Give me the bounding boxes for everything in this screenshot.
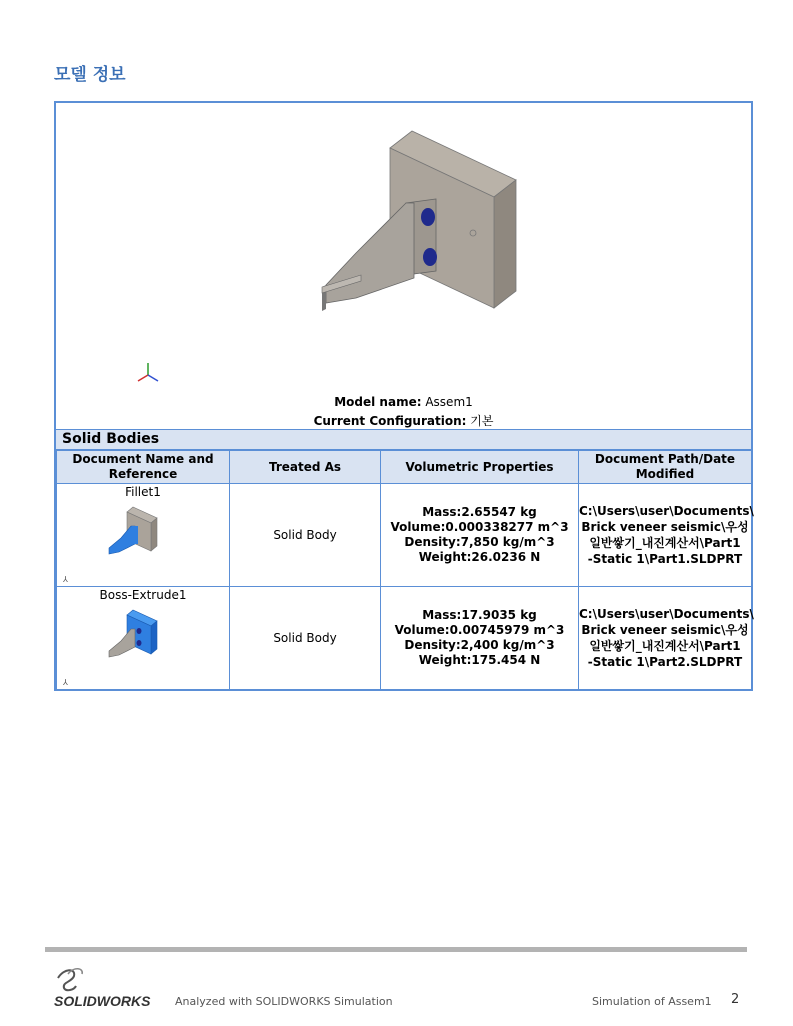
path-line: -Static 1\Part2.SLDPRT xyxy=(587,655,743,669)
model-name-line xyxy=(56,395,751,409)
assembly-render-image xyxy=(56,103,751,393)
axis-triad-icon xyxy=(136,361,162,383)
mass-value: Mass:2.65547 kg xyxy=(422,505,537,519)
treated-cell: Solid Body xyxy=(230,484,381,587)
treated-cell: Solid Body xyxy=(230,587,381,690)
ds-logo-icon xyxy=(54,964,164,1012)
volumetric-cell xyxy=(381,587,579,690)
path-cell xyxy=(579,587,752,690)
path-line: 일반쌓기_내진계산서\Part1 xyxy=(589,639,741,653)
model-preview xyxy=(56,103,751,429)
path-cell xyxy=(579,484,752,587)
path-line: Brick veneer seismic\우성 xyxy=(581,623,749,637)
brand-text: SOLIDWORKS xyxy=(54,993,151,1009)
path-line: -Static 1\Part1.SLDPRT xyxy=(587,552,743,566)
doc-name: Fillet1 xyxy=(125,485,161,499)
path-line: C:\Users\user\Documents\ xyxy=(579,607,754,621)
density-value: Density:7,850 kg/m^3 xyxy=(404,535,555,549)
part-thumbnail-image xyxy=(105,504,185,564)
mass-value: Mass:17.9035 kg xyxy=(422,608,537,622)
footer-divider xyxy=(45,947,747,952)
model-config-label: Current Configuration: xyxy=(313,414,467,428)
model-name-value: Assem1 xyxy=(425,395,473,409)
solid-bodies-header xyxy=(56,429,751,450)
table-row xyxy=(57,587,752,690)
col-header-path: Document Path/Date Modified xyxy=(579,451,752,484)
volume-value: Volume:0.00745979 m^3 xyxy=(394,623,565,637)
col-header-treated: Treated As xyxy=(230,451,381,484)
model-name-label: Model name: xyxy=(334,395,422,409)
weight-value: Weight:175.454 N xyxy=(418,653,541,667)
path-line: C:\Users\user\Documents\ xyxy=(579,504,754,518)
model-config-value: 기본 xyxy=(470,414,494,428)
mini-axis-icon: ⅄ xyxy=(63,678,68,687)
page-title: 모델 정보 xyxy=(54,65,126,85)
doc-cell xyxy=(57,587,230,690)
table-header-row xyxy=(57,451,752,484)
mini-axis-icon: ⅄ xyxy=(63,575,68,584)
col-header-doc: Document Name and Reference xyxy=(57,451,230,484)
volumetric-cell xyxy=(381,484,579,587)
part-thumbnail-image xyxy=(105,607,185,667)
path-line: Brick veneer seismic\우성 xyxy=(581,520,749,534)
model-config-line xyxy=(56,412,751,429)
footer-left-text: Analyzed with SOLIDWORKS Simulation xyxy=(175,995,393,1008)
footer-right-text: Simulation of Assem1 xyxy=(592,995,712,1008)
density-value: Density:2,400 kg/m^3 xyxy=(404,638,555,652)
volume-value: Volume:0.000338277 m^3 xyxy=(390,520,569,534)
table-row xyxy=(57,484,752,587)
doc-name: Boss-Extrude1 xyxy=(99,588,187,602)
solid-bodies-title: Solid Bodies xyxy=(62,431,160,447)
page-number: 2 xyxy=(731,992,740,1007)
doc-cell xyxy=(57,484,230,587)
model-info-frame xyxy=(54,101,753,691)
col-header-vol: Volumetric Properties xyxy=(381,451,579,484)
weight-value: Weight:26.0236 N xyxy=(418,550,541,564)
solidworks-logo xyxy=(54,964,164,1016)
path-line: 일반쌓기_내진계산서\Part1 xyxy=(589,536,741,550)
solid-bodies-table xyxy=(56,450,752,690)
